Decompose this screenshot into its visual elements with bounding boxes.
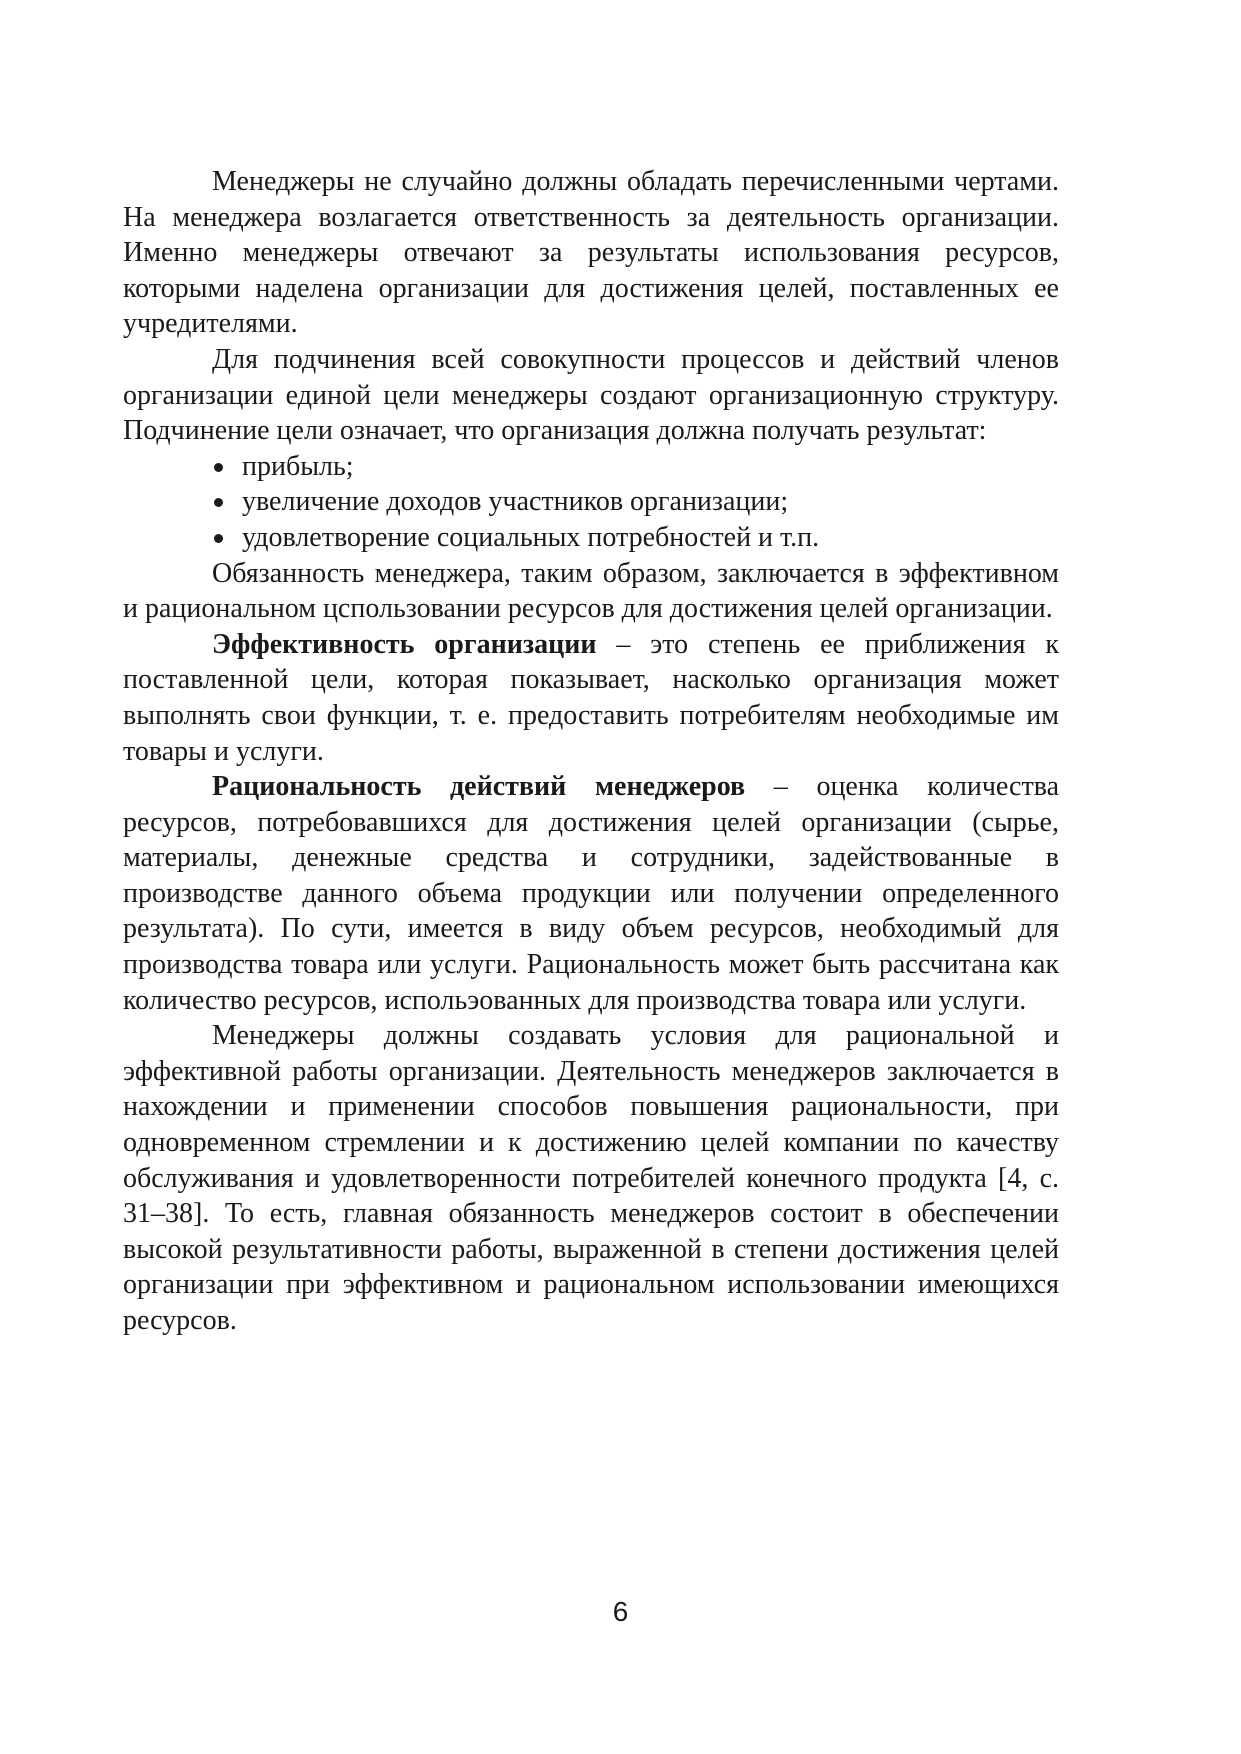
results-list [123,449,1059,556]
paragraph-efficiency-definition [123,627,1059,769]
list-item-text: удовлетворение социальных потребностей и т.п. [242,521,820,553]
paragraph-managers-traits: Менеджеры не случайно должны обладать перечисленными чертами. На менеджера возлагается ответственность за деятельность организации. Именно менеджеры отвечают за результаты использования ресурсов, которыми наделена организации для достижения целей, поставленных ее учредителями. [123,166,1059,340]
bullet-icon [214,534,223,543]
body-text [123,164,1059,1339]
list-item [212,449,1059,485]
bullet-icon [214,463,223,472]
paragraph-managers-conditions: Менеджеры должны создавать условия для рациональной и эффективной работы организации. Деятельность менеджеров заключается в нахождении и применении способов повышения рациональности, при одновременном стремлении и к достижению целей компании по качеству обслуживания и удовлетворенности потребителей конечного продукта [4, с. 31–38]. То есть, главная обязанность менеджеров состоит в обеспечении высокой результативности работы, выраженной в степени достижения целей организации при эффективном и рациональном использовании имеющихся ресурсов. [123,1020,1059,1336]
paragraph-rationality-definition [123,769,1059,1018]
definition-efficiency: – это степень ее приближения к поставленной цели, которая показывает, насколько организация может выполнять свои функции, т. е. предоставить потребителям необходимые им товары и услуги. [123,628,1059,767]
list-item [212,520,1059,556]
paragraph-organizational-structure: Для подчинения всей совокупности процессов и действий членов организации единой цели менеджеры создают организационную структуру. Подчинение цели означает, что организация должна получать результат: [123,343,1059,447]
list-item [212,484,1059,520]
definition-rationality: – оценка количества ресурсов, потребовавшихся для достижения целей организации (сырье, материалы, денежные средства и сотрудники, задействованные в производстве данного объема продукции или получении определенного результата). По сути, имеется в виду объем ресурсов, необходимый для производства товара или услуги. Рациональность может быть рассчитана как количество ресурсов, испольэованных для производства товара или услуги. [123,771,1059,1016]
page-number: 6 [612,1596,629,1627]
list-item-text: прибыль; [242,450,354,482]
term-rationality: Рациональность действий менеджеров [212,771,746,803]
paragraph-manager-duty: Обязанность менеджера, таким образом, заключается в эффективном и рациональном цспользовании ресурсов для достижения целей организации. [123,557,1059,625]
bullet-icon [214,498,223,507]
list-item-text: увеличение доходов участников организации; [242,486,789,518]
term-efficiency: Эффективность организации [212,628,597,660]
